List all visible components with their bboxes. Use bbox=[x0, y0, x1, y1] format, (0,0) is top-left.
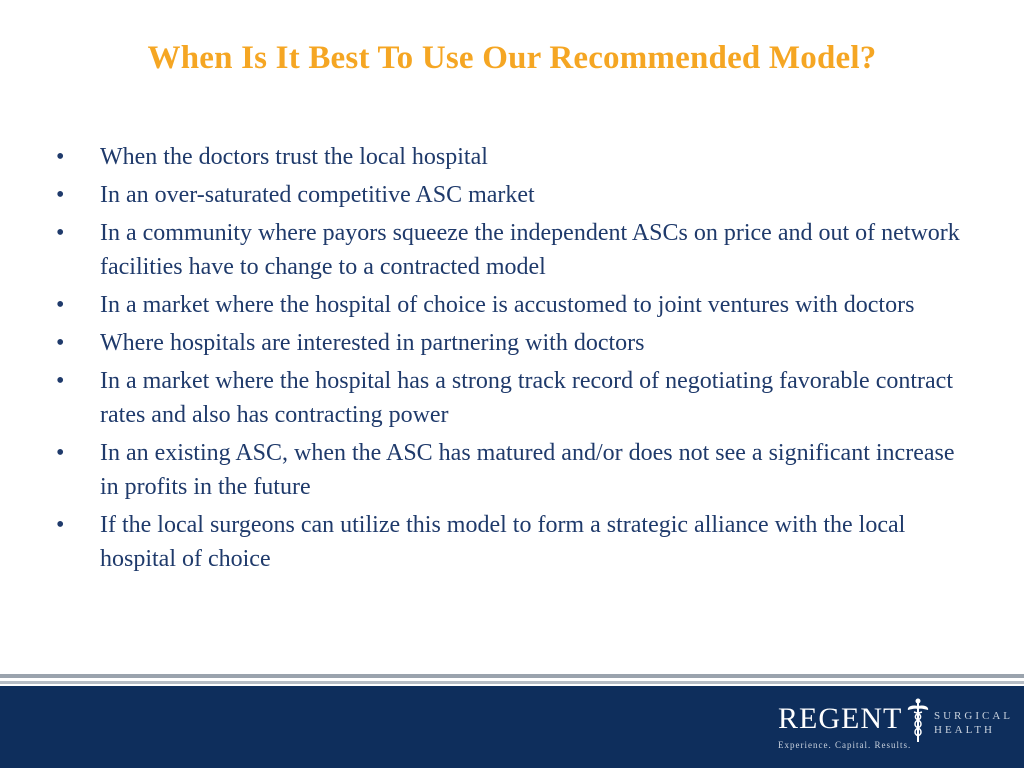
bullet-icon: • bbox=[56, 182, 65, 208]
footer-divider-lower bbox=[0, 681, 1024, 684]
bullet-icon: • bbox=[56, 368, 65, 394]
bullet-text: When the doctors trust the local hospital bbox=[100, 144, 488, 170]
bullet-list bbox=[56, 140, 976, 580]
bullet-icon: • bbox=[56, 440, 65, 466]
bullet-item bbox=[56, 288, 976, 322]
bullet-item bbox=[56, 178, 976, 212]
bullet-text: In a community where payors squeeze the independent ASCs on price and out of network facilities have to change to a contracted model bbox=[100, 220, 960, 280]
logo-tagline: Experience. Capital. Results. bbox=[778, 740, 912, 750]
bullet-item bbox=[56, 216, 976, 284]
bullet-text: In a market where the hospital of choice is accustomed to joint ventures with doctors bbox=[100, 292, 915, 318]
bullet-item bbox=[56, 364, 976, 432]
bullet-text: In an over-saturated competitive ASC market bbox=[100, 182, 535, 208]
bullet-icon: • bbox=[56, 144, 65, 170]
bullet-item bbox=[56, 508, 976, 576]
logo-brand: REGENT bbox=[778, 702, 903, 735]
bullet-item bbox=[56, 326, 976, 360]
caduceus-icon bbox=[906, 698, 930, 742]
slide-title: When Is It Best To Use Our Recommended Model? bbox=[147, 40, 877, 76]
bullet-item bbox=[56, 140, 976, 174]
bullet-text: If the local surgeons can utilize this model to form a strategic alliance with the local hospital of choice bbox=[100, 512, 906, 572]
bullet-icon: • bbox=[56, 512, 65, 538]
bullet-item bbox=[56, 436, 976, 504]
regent-logo bbox=[778, 698, 1014, 754]
bullet-icon: • bbox=[56, 220, 65, 246]
bullet-text: In an existing ASC, when the ASC has matured and/or does not see a significant increase in profits in the future bbox=[100, 440, 955, 500]
logo-surgical: SURGICAL bbox=[934, 710, 1014, 722]
bullet-text: Where hospitals are interested in partnering with doctors bbox=[100, 330, 645, 356]
logo-health: HEALTH bbox=[934, 724, 995, 736]
bullet-text: In a market where the hospital has a strong track record of negotiating favorable contract rates and also has contracting power bbox=[100, 368, 953, 428]
bullet-icon: • bbox=[56, 292, 65, 318]
bullet-icon: • bbox=[56, 330, 65, 356]
